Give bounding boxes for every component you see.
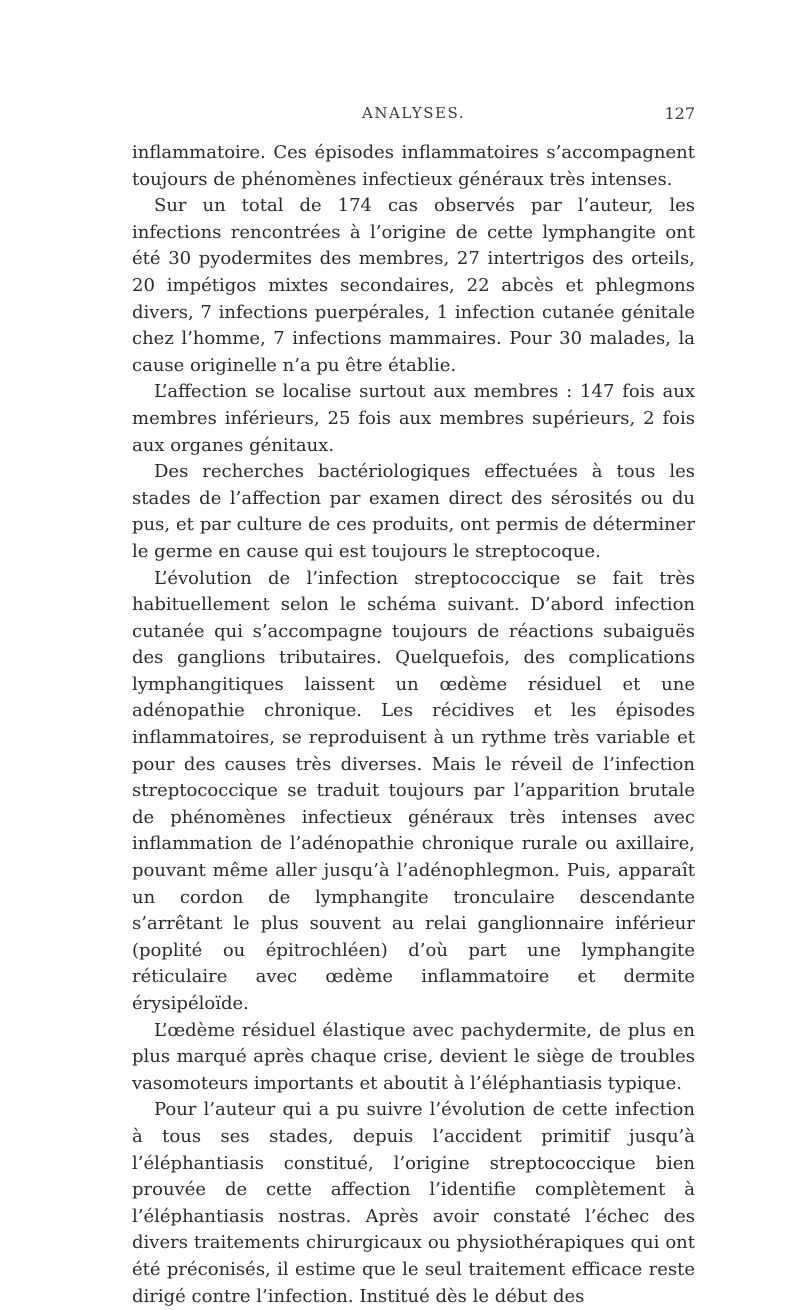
paragraph-evolution: L’évolution de l’infection streptococcique se fait très habituellement selon le schéma suivant. D’abord infection cutanée qui s’accompagne toujours de réactions subaiguës des ganglions tributaires. Quelquefois, des complications lymphangitiques laissent un œdème résiduel et une adénopathie chronique. Les récidives et les épisodes inflammatoires, se reproduisent à un rythme très variable et pour des causes très diverses. Mais le réveil de l’infection streptococcique se traduit toujours par l’apparition brutale de phénomènes infectieux généraux très intenses avec inflammation de l’adénopathie chronique rurale ou axillaire, pouvant même aller jusqu’à l’adénophlegmon. Puis, apparaît un cordon de lymphangite tronculaire descendante s’arrêtant le plus souvent au relai ganglionnaire inférieur (poplité ou épitrochléen) d’où part une lymphangite réticulaire avec œdème inflammatoire et dermite érysipéloïde. <box>132 567 695 1014</box>
running-head <box>132 104 695 130</box>
paragraph-case-origins: Sur un total de 174 cas observés par l’auteur, les infections rencontrées à l’origine de cette lymphangite ont été 30 pyodermites des membres, 27 intertrigos des orteils, 20 impétigos mixtes secondaires, 22 abcès et phlegmons divers, 7 infections puerpérales, 1 infection cutanée génitale chez l’homme, 7 infections mammaires. Pour 30 malades, la cause originelle n’a pu être établie. <box>132 195 695 376</box>
paragraph-localisation: L’affection se localise surtout aux membres : 147 fois aux membres inférieurs, 25 fois aux membres supérieurs, 2 fois aux organes génitaux. <box>132 381 695 456</box>
page-number: 127 <box>664 104 695 123</box>
running-title: ANALYSES. <box>362 104 465 122</box>
body-text <box>132 140 695 1307</box>
paragraph-continued: inflammatoire. Ces épisodes inflammatoires s’accompagnent toujours de phénomènes infectieux généraux très intenses. <box>132 142 695 190</box>
paragraph-treatment: Pour l’auteur qui a pu suivre l’évolution de cette infection à tous ses stades, depuis l’accident primitif jusqu’à l’éléphantiasis constitué, l’origine streptococcique bien prouvée de cette affection l’identifie complètement à l’éléphantiasis nostras. Après avoir constaté l’échec des divers traitements chirurgicaux ou physiothérapiques qui ont été préconisés, il estime que le seul traitement efficace reste dirigé contre l’infection. Institué dès le début des <box>132 1099 695 1307</box>
paragraph-bacteriology: Des recherches bactériologiques effectuées à tous les stades de l’affection par examen direct des sérosités ou du pus, et par culture de ces produits, ont permis de déterminer le germe en cause qui est toujours le streptocoque. <box>132 461 695 562</box>
paragraph-residual-oedema: L’œdème résiduel élastique avec pachydermite, de plus en plus marqué après chaque crise, devient le siège de troubles vasomoteurs importants et aboutit à l’éléphantiasis typique. <box>132 1019 695 1094</box>
